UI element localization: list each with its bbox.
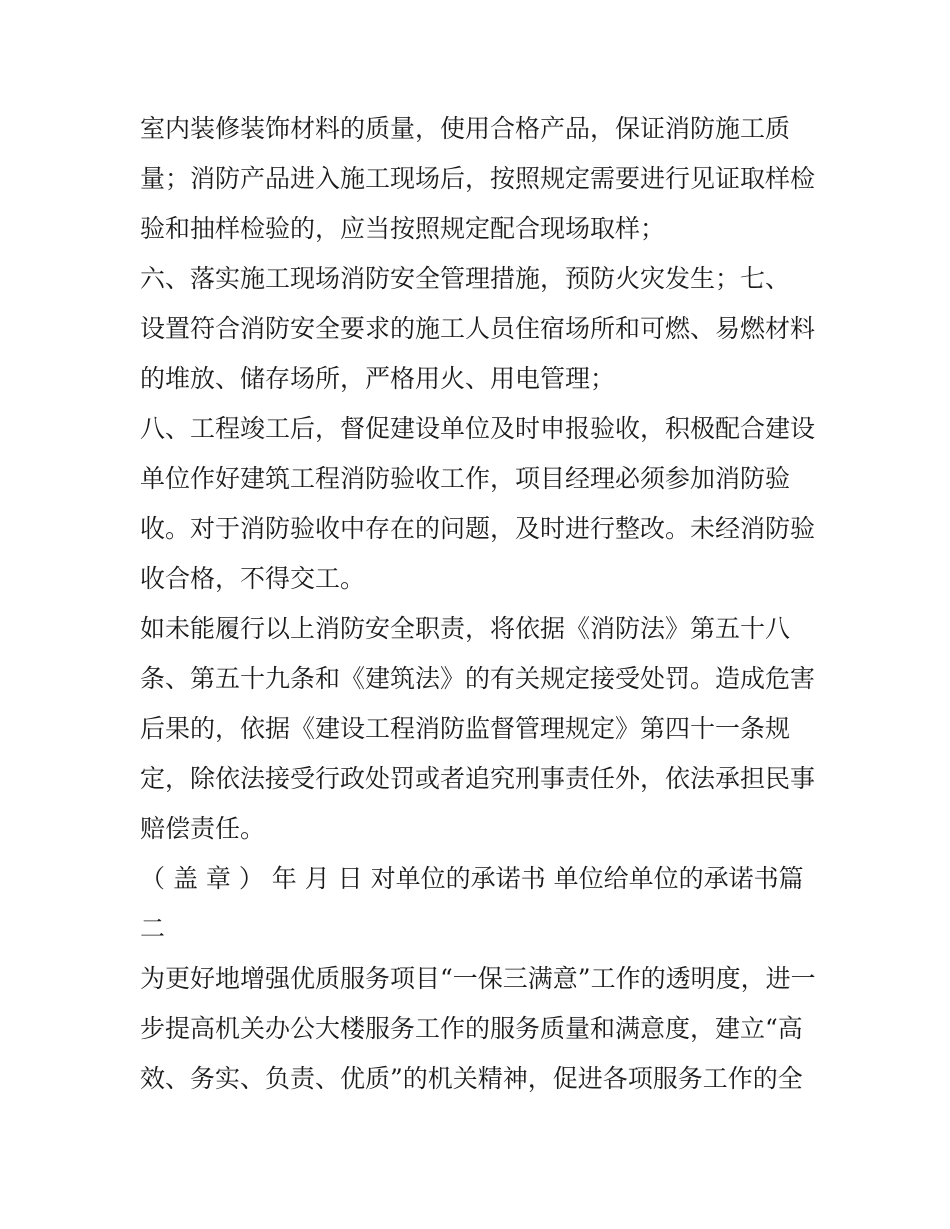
text-line: 如未能履行以上消防安全职责，将依据《消防法》第五十八 bbox=[140, 614, 791, 643]
text-line: （ 盖 章 ） 年 月 日 对单位的承诺书 单位给单位的承诺书篇 bbox=[140, 864, 804, 893]
text-line: 效、务实、负责、优质”的机关精神，促进各项服务工作的全 bbox=[140, 1064, 803, 1093]
text-line: 设置符合消防安全要求的施工人员住宿场所和可燃、易燃材料 bbox=[140, 314, 816, 343]
text-line: 后果的，依据《建设工程消防监督管理规定》第四十一条规 bbox=[140, 714, 791, 743]
text-line: 八、工程竣工后，督促建设单位及时申报验收，积极配合建设 bbox=[140, 414, 816, 443]
text-line: 二 bbox=[140, 914, 166, 943]
body-text bbox=[140, 104, 820, 1104]
text-line: 的堆放、储存场所，严格用火、用电管理； bbox=[140, 364, 616, 393]
text-line: 条、第五十九条和《建筑法》的有关规定接受处罚。造成危害 bbox=[140, 664, 816, 693]
text-line: 定，除依法接受行政处罚或者追究刑事责任外，依法承担民事 bbox=[140, 764, 816, 793]
text-line: 步提高机关办公大楼服务工作的服务质量和满意度，建立“高 bbox=[140, 1014, 803, 1043]
text-line: 六、落实施工现场消防安全管理措施，预防火灾发生；七、 bbox=[140, 264, 791, 293]
text-line: 室内装修装饰材料的质量，使用合格产品，保证消防施工质 bbox=[140, 114, 791, 143]
text-line: 量；消防产品进入施工现场后，按照规定需要进行见证取样检 bbox=[140, 164, 816, 193]
text-line: 赔偿责任。 bbox=[140, 814, 266, 843]
text-line: 单位作好建筑工程消防验收工作，项目经理必须参加消防验 bbox=[140, 464, 791, 493]
text-line: 收。对于消防验收中存在的问题，及时进行整改。未经消防验 bbox=[140, 514, 816, 543]
text-line: 验和抽样检验的，应当按照规定配合现场取样； bbox=[140, 214, 666, 243]
text-line: 为更好地增强优质服务项目“一保三满意”工作的透明度，进一 bbox=[140, 964, 816, 993]
text-line: 收合格，不得交工。 bbox=[140, 564, 366, 593]
